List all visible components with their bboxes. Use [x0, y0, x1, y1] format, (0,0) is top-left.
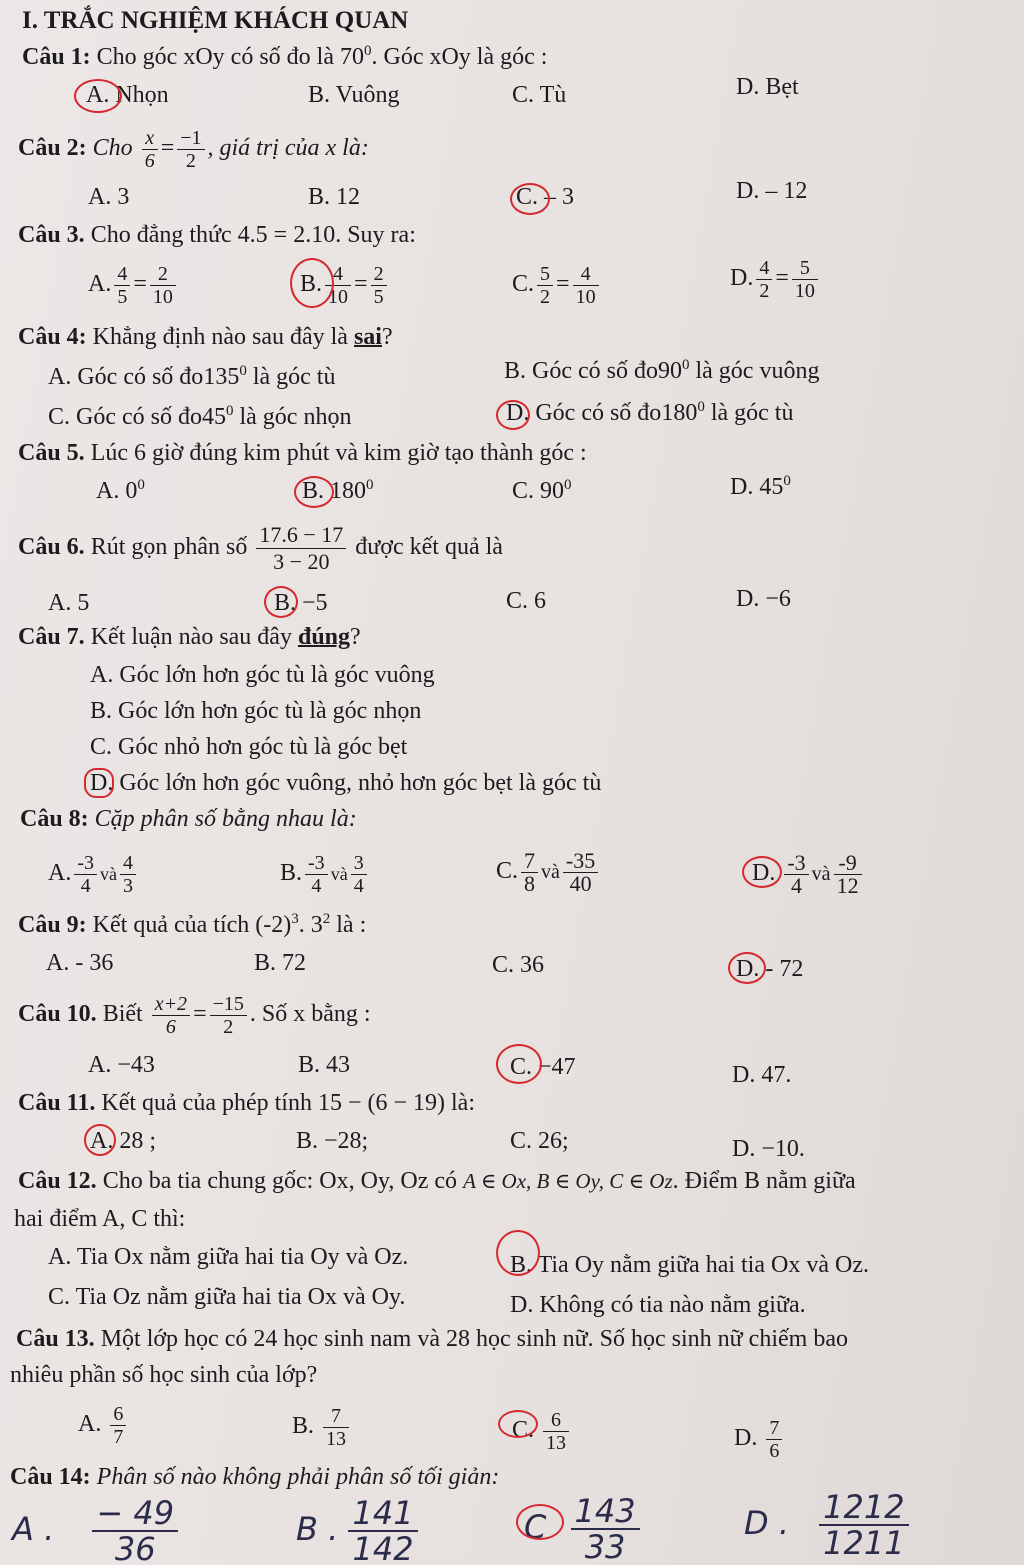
q9-option-c[interactable]: C. 36: [492, 952, 545, 978]
section-title: I. TRẮC NGHIỆM KHÁCH QUAN: [22, 7, 409, 34]
q3-option-d[interactable]: D. $\frac{4}{2}$ = $\frac{5}{10}$: [730, 250, 821, 306]
question-11: Câu 11. Kết quả của phép tính 15 − (6 − 19) là:: [18, 1090, 475, 1116]
q5-option-c[interactable]: C. $90^0$: [512, 477, 572, 504]
q13-option-b[interactable]: B. $\frac{7}{13}$: [292, 1398, 352, 1454]
q11-option-a[interactable]: A. 28 ;: [90, 1128, 156, 1154]
q2-option-d[interactable]: D. – 12: [736, 178, 808, 204]
q9-option-b[interactable]: B. 72: [254, 950, 307, 976]
q13-option-a[interactable]: A. $\frac{6}{7}$: [78, 1396, 129, 1452]
q7-option-b[interactable]: B. Góc lớn hơn góc tù là góc nhọn: [90, 698, 422, 724]
q12-option-c[interactable]: C. Tia Oz nằm giữa hai tia Ox và Oy.: [48, 1284, 406, 1310]
question-6: Câu 6. Rút gọn phân số $\frac{17.6 - 17}{3 - 20}$ được kết quả là: [18, 521, 503, 574]
q2-option-b[interactable]: B. 12: [308, 184, 361, 210]
q6-option-c[interactable]: C. 6: [506, 588, 547, 614]
q14-option-b[interactable]: B . $\frac{141}{142}$: [296, 1496, 418, 1565]
question-8: Câu 8: Cặp phân số bằng nhau là:: [20, 806, 357, 832]
q4-option-a[interactable]: A. Góc có số $đo135^0$ là góc tù: [48, 363, 336, 390]
q14-option-a[interactable]: A . $\frac{- 49}{36}$: [12, 1496, 178, 1565]
q2-option-a[interactable]: A. 3: [88, 184, 130, 210]
q5-option-b[interactable]: B. $180^0$: [302, 477, 374, 504]
q11-option-b[interactable]: B. −28;: [296, 1128, 369, 1154]
q6-option-b[interactable]: B. −5: [274, 590, 328, 616]
question-12: Câu 12. Cho ba tia chung gốc: Ox, Oy, Oz có A ∈ Ox, B ∈ Oy, C ∈ Oz. Điểm B nằm giữa: [18, 1168, 856, 1194]
q5-option-d[interactable]: D. $45^0$: [730, 473, 791, 500]
q6-option-a[interactable]: A. 5: [48, 590, 90, 616]
question-1: Câu 1: Cho góc xOy có số đo là $70^0$. Góc xOy là góc :: [22, 43, 548, 70]
q12-option-a[interactable]: A. Tia Ox nằm giữa hai tia Oy và Oz.: [48, 1244, 409, 1270]
q14-option-c[interactable]: C $\frac{143}{33}$: [524, 1494, 640, 1564]
question-14: Câu 14: Phân số nào không phải phân số tối giản:: [10, 1464, 500, 1490]
q13-option-d[interactable]: D. $\frac{7}{6}$: [734, 1410, 785, 1466]
q10-option-c[interactable]: C. −47: [510, 1054, 576, 1080]
q4-option-b[interactable]: B. Góc có số $đo90^0$ là góc vuông: [504, 357, 820, 384]
q8-option-c[interactable]: C. $\frac{7}{8}$ và $\frac{-35}{40}$: [496, 842, 601, 901]
question-2: Câu 2: Cho $\frac{x}{6}$ = $\frac{-1}{2}$ , giá trị của x là:: [18, 126, 369, 172]
question-7: Câu 7. Kết luận nào sau đây đúng?: [18, 624, 361, 650]
q3-option-c[interactable]: C. $\frac{5}{2}$ = $\frac{4}{10}$: [512, 256, 602, 312]
question-9: Câu 9: Kết quả của tích $(-2)^3$. $3^2$ là :: [18, 911, 367, 938]
q12-option-d[interactable]: D. Không có tia nào nằm giữa.: [510, 1292, 806, 1318]
q11-option-c[interactable]: C. 26;: [510, 1128, 569, 1154]
q5-option-a[interactable]: A. $0^0$: [96, 477, 145, 504]
question-12-line-2: hai điểm A, C thì:: [14, 1206, 186, 1232]
q10-option-b[interactable]: B. 43: [298, 1052, 351, 1078]
question-5: Câu 5. Lúc 6 giờ đúng kim phút và kim giờ tạo thành góc :: [18, 440, 587, 466]
q4-option-c[interactable]: C. Góc có số $đo45^0$ là góc nhọn: [48, 403, 352, 430]
q10-option-a[interactable]: A. −43: [88, 1052, 155, 1078]
q7-option-a[interactable]: A. Góc lớn hơn góc tù là góc vuông: [90, 662, 435, 688]
q3-option-a[interactable]: A. $\frac{4}{5}$ = $\frac{2}{10}$: [88, 256, 179, 312]
q9-option-d[interactable]: D. - 72: [736, 956, 804, 982]
question-13: Câu 13. Một lớp học có 24 học sinh nam và 28 học sinh nữ. Số học sinh nữ chiếm bao: [16, 1326, 848, 1352]
q1-option-b[interactable]: B. Vuông: [308, 82, 400, 108]
q11-option-d[interactable]: D. −10.: [732, 1136, 805, 1162]
q8-option-b[interactable]: B. $\frac{-3}{4}$ và $\frac{3}{4}$: [280, 844, 370, 903]
q1-option-d[interactable]: D. Bẹt: [736, 74, 799, 100]
q8-option-d[interactable]: D. $\frac{-3}{4}$ và $\frac{-9}{12}$: [752, 844, 865, 903]
q6-option-d[interactable]: D. −6: [736, 586, 791, 612]
q2-option-c[interactable]: C. – 3: [516, 184, 575, 210]
q9-option-a[interactable]: A. - 36: [46, 950, 114, 976]
q1-option-c[interactable]: C. Tù: [512, 82, 567, 108]
q8-option-a[interactable]: A. $\frac{-3}{4}$ và $\frac{4}{3}$: [48, 844, 139, 903]
question-10: Câu 10. Biết $\frac{x+2}{6}$ = $\frac{-15}{2}$ . Số x bằng :: [18, 992, 371, 1038]
q14-option-d[interactable]: D . $\frac{1212}{1211}$: [744, 1490, 909, 1560]
q10-option-d[interactable]: D. 47.: [732, 1062, 792, 1088]
q13-option-c[interactable]: C. $\frac{6}{13}$: [512, 1402, 572, 1458]
q7-option-d[interactable]: D. Góc lớn hơn góc vuông, nhỏ hơn góc bẹt là góc tù: [90, 770, 602, 796]
question-4: Câu 4: Khẳng định nào sau đây là sai?: [18, 324, 393, 350]
q7-option-c[interactable]: C. Góc nhỏ hơn góc tù là góc bẹt: [90, 734, 408, 760]
question-13-line-2: nhiêu phần số học sinh của lớp?: [10, 1362, 318, 1388]
question-3: Câu 3. Cho đẳng thức 4.5 = 2.10. Suy ra:: [18, 222, 416, 248]
q4-option-d[interactable]: D. Góc có số $đo180^0$ là góc tù: [506, 399, 794, 426]
q3-option-b[interactable]: B. $\frac{4}{10}$ = $\frac{2}{5}$: [300, 256, 390, 312]
q1-option-a[interactable]: A. Nhọn: [86, 82, 169, 108]
q12-option-b[interactable]: B. Tia Oy nằm giữa hai tia Ox và Oz.: [510, 1252, 869, 1278]
